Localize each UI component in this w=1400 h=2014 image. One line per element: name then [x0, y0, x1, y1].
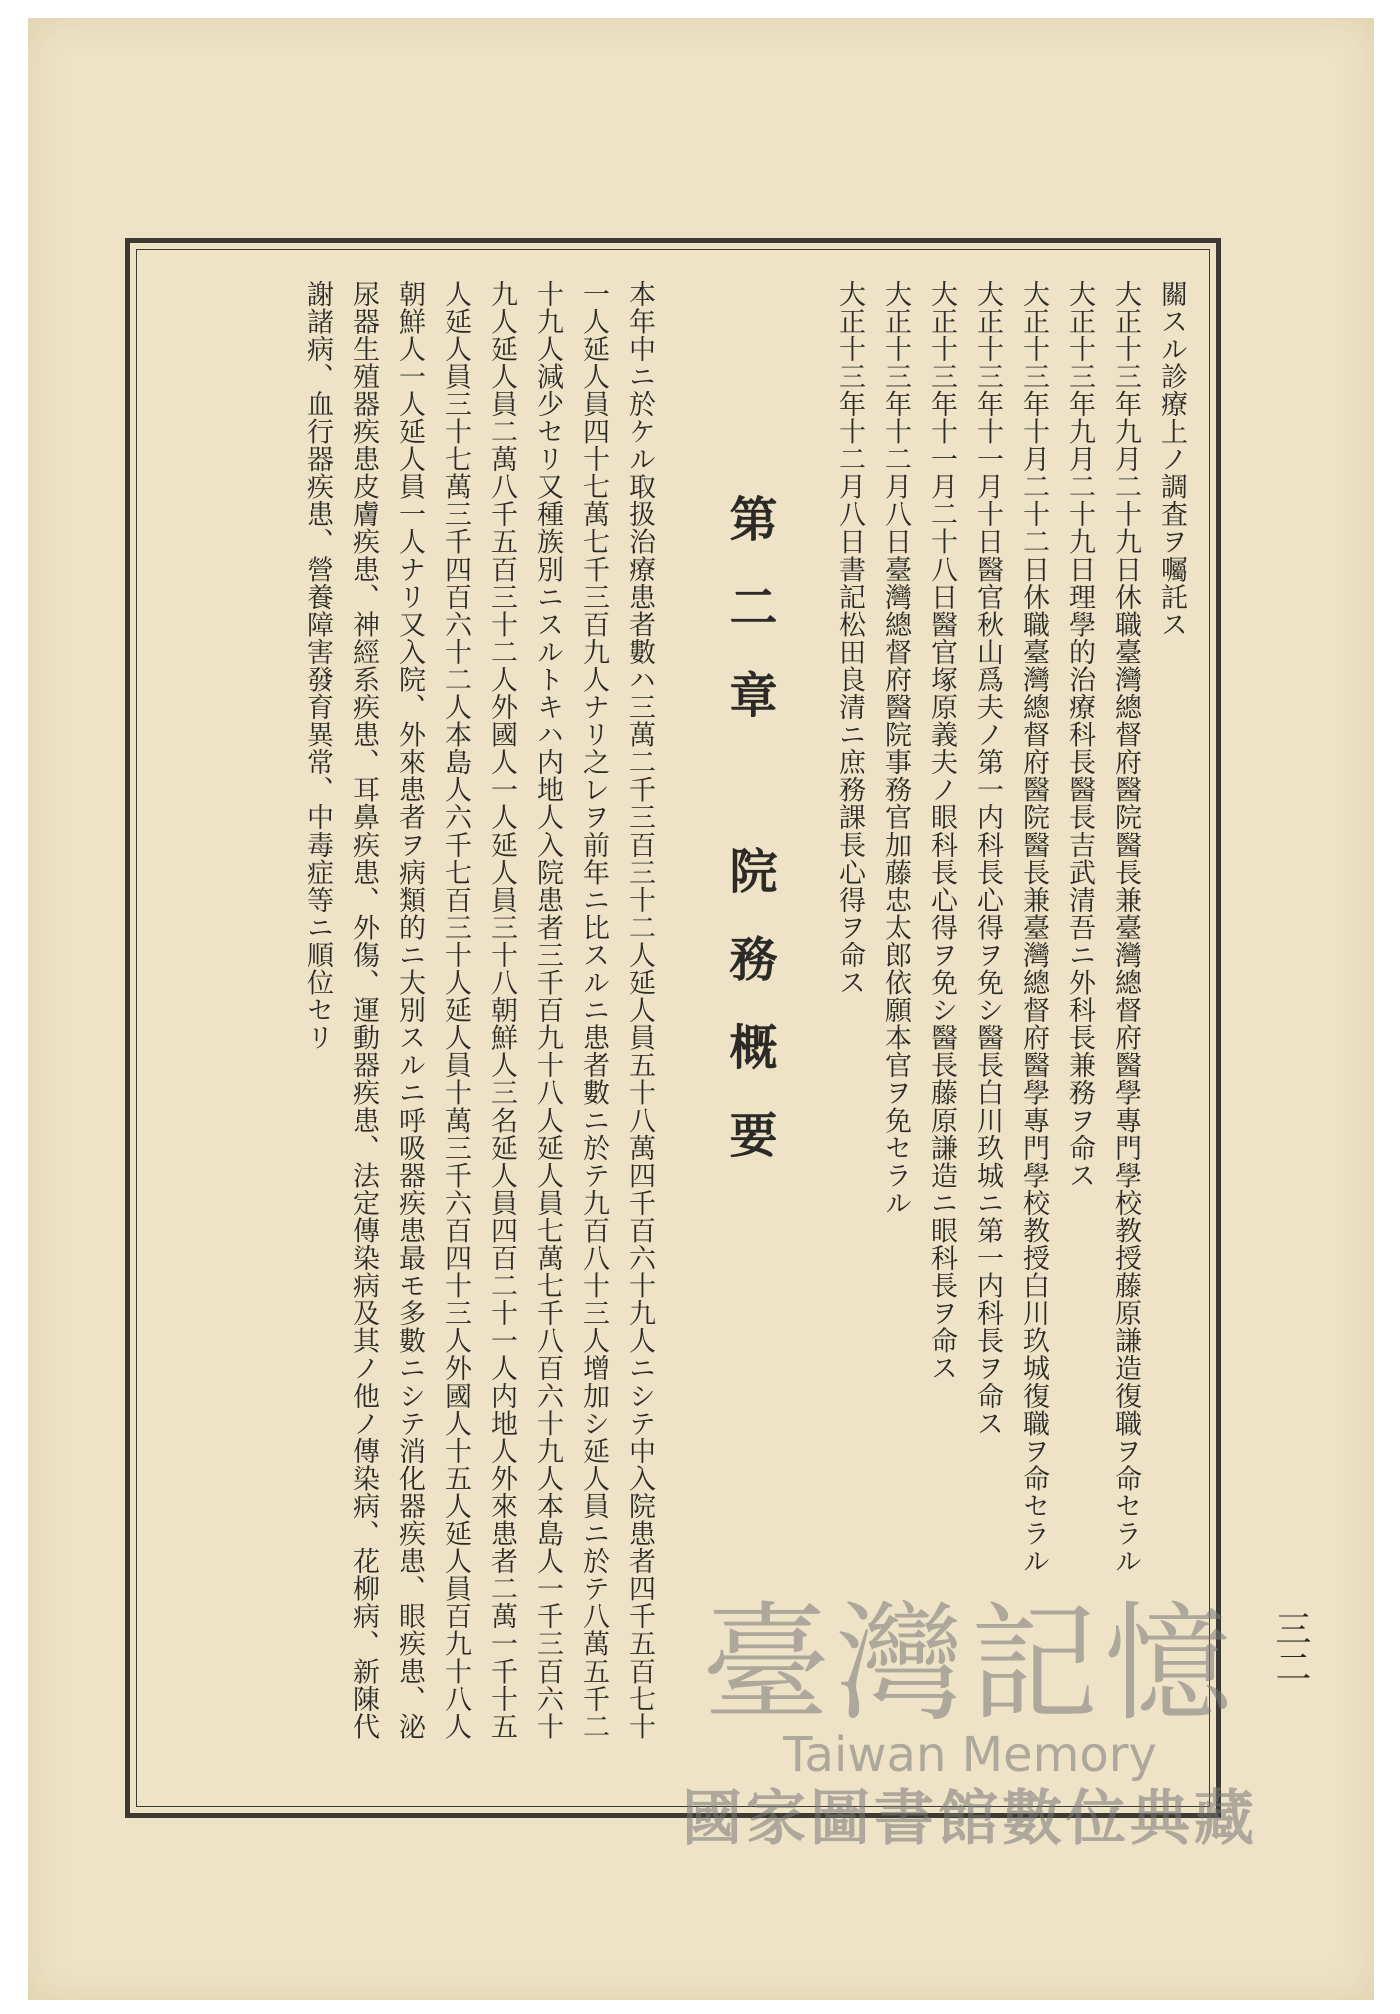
paragraph-line: 關スル診療上ノ調査ヲ囑託ス [1156, 280, 1187, 639]
watermark-chinese: 臺灣記憶 [701, 1590, 1238, 1739]
text-columns [186, 280, 1186, 1780]
paragraph-line: 大正十三年九月二十九日休職臺灣總督府醫院醫長兼臺灣總督府醫學專門學校教授藤原謙造復職ヲ命セラル [1110, 280, 1141, 1575]
chapter-heading: 第二章 院務概要 [721, 494, 777, 1198]
body-line: 朝鮮人一人延人員一人ナリ又入院、外來患者ヲ病類的ニ大別スルニ呼吸器疾患最モ多數ニシテ消化器疾患、眼疾患、泌 [394, 280, 425, 1741]
body-line: 十九人減少セリ又種族別ニスルトキハ内地人入院患者三千百九十八人延人員七萬七千八百六十九人本島人一千三百六十 [532, 280, 563, 1741]
body-line: 一人延人員四十七萬七千三百九人ナリ之レヲ前年ニ比スルニ患者數ニ於テ九百八十三人增加シ延人員ニ於テ八萬五千二 [578, 280, 609, 1741]
body-line: 謝諸病、血行器疾患、營養障害發育異常、中毒症等ニ順位セリ [302, 280, 333, 1052]
watermark-english: Taiwan Memory [783, 1727, 1157, 1783]
paragraph-line: 大正十三年九月二十九日理學的治療科長醫長吉武清吾ニ外科長兼務ヲ命ス [1064, 280, 1095, 1190]
paragraph-line: 大正十三年十一月十日醫官秋山爲夫ノ第一内科長心得ヲ免シ醫長白川玖城ニ第一内科長ヲ命ス [972, 280, 1003, 1438]
body-line: 人延人員三十七萬三千四百六十二人本島人六千七百三十人延人員十萬三千六百四十三人外國人十五人延人員百九十八人 [440, 280, 471, 1741]
paragraph-line: 大正十三年十月二十二日休職臺灣總督府醫院醫長兼臺灣總督府醫學專門學校教授白川玖城復職ヲ命セラル [1018, 280, 1049, 1575]
paragraph-line: 大正十三年十一月二十八日醫官塚原義夫ノ眼科長心得ヲ免シ醫長藤原謙造ニ眼科長ヲ命ス [926, 280, 957, 1382]
body-line: 尿器生殖器疾患皮膚疾患、神經系疾患、耳鼻疾患、外傷、運動器疾患、法定傳染病及其ノ他ノ傳染病、花柳病、新陳代 [348, 280, 379, 1741]
watermark [650, 1590, 1290, 1855]
body-line: 九人延人員二萬八千五百三十二人外國人一人延人員三十八朝鮮人三名延人員四百二十一人内地人外來患者二萬一千十五 [486, 280, 517, 1741]
paragraph-line: 大正十三年十二月八日臺灣總督府醫院事務官加藤忠太郎依願本官ヲ免セラル [880, 280, 911, 1217]
paragraph-line: 大正十三年十二月八日書記松田良清ニ庶務課長心得ヲ命ス [834, 280, 865, 997]
body-line: 本年中ニ於ケル取扱治療患者數ハ三萬二千三百三十二人延人員五十八萬四千百六十九人ニシテ中入院患者四千五百七十 [624, 280, 655, 1741]
page-number: 三二 [1270, 1610, 1311, 1686]
watermark-library: 國家圖書館數位典藏 [682, 1784, 1258, 1854]
